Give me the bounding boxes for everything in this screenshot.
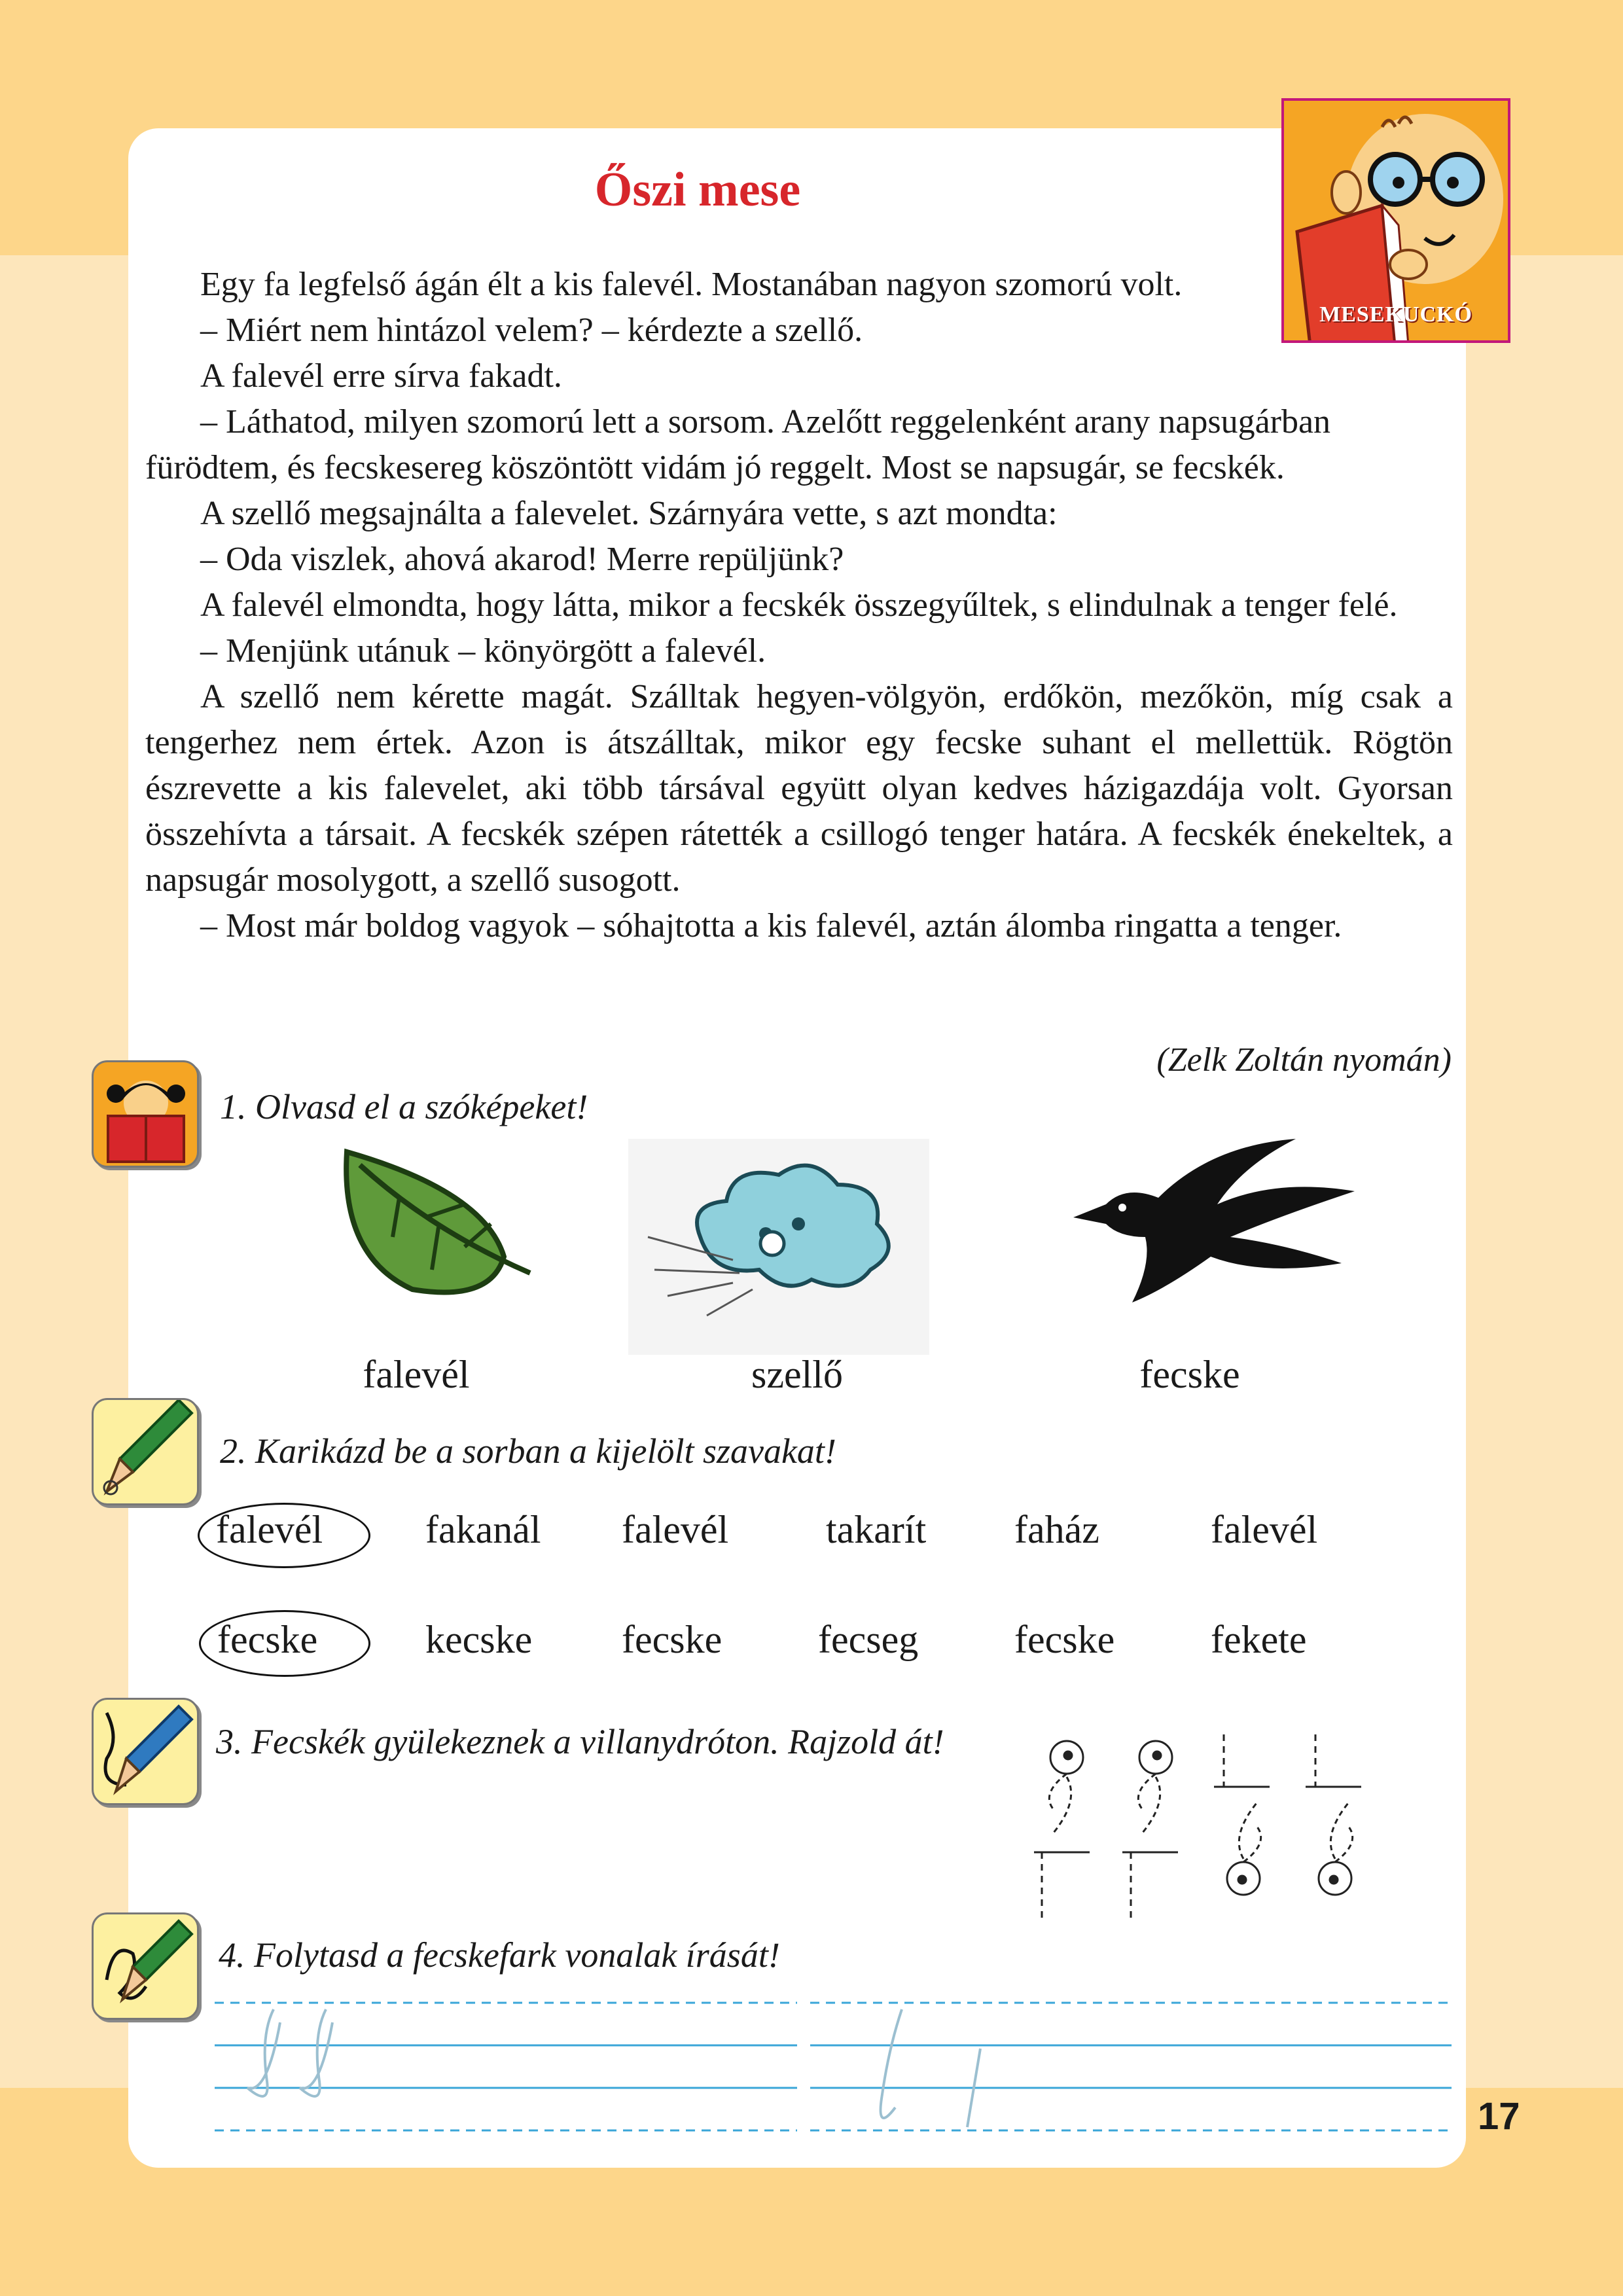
word-option[interactable]: fakanál [425,1508,541,1551]
wind-cloud-icon [628,1139,929,1355]
writing-practice-lines[interactable] [208,1996,1465,2140]
reading-girl-icon [92,1060,199,1168]
page-title: Őszi mese [594,163,801,217]
word-option[interactable]: fecske [1014,1618,1115,1661]
task2-text: 2. Karikázd be a sorban a kijelölt szavakat! [220,1431,836,1471]
story-paragraph: – Miért nem hintázol velem? – kérdezte a szellő. [200,312,863,349]
writing-pencil-icon [92,1912,199,2020]
swallow-icon [1067,1126,1368,1309]
word-option[interactable]: takarít [826,1508,927,1551]
story-text [145,262,1453,949]
drawing-pencil-icon [92,1698,199,1805]
leaf-icon [334,1139,537,1302]
word-option[interactable]: falevél [622,1508,729,1551]
task4-text: 4. Folytasd a fecskefark vonalak írását! [219,1935,780,1975]
word-option[interactable]: fekete [1211,1618,1307,1661]
story-paragraph: – Most már boldog vagyok – sóhajtotta a kis falevél, aztán álomba ringatta a tenger. [200,907,1342,944]
task3-text: 3. Fecskék gyülekeznek a villanydróton. Rajzold át! [216,1722,944,1761]
word-option[interactable]: fecske [217,1618,318,1661]
word-option[interactable]: fecseg [818,1618,919,1661]
story-paragraph: – Láthatod, milyen szomorú lett a sorsom. Azelőtt reggelenként arany napsugárban fürödtem, és fecskesereg köszöntött vidám jó reggelt. Most se napsugár, se fecskék. [145,403,1331,486]
story-paragraph: A falevél erre sírva fakadt. [200,357,562,395]
story-paragraph: – Oda viszlek, ahová akarod! Merre repüljünk? [200,541,844,578]
picture-label: fecske [1139,1353,1240,1396]
story-paragraph: Egy fa legfelső ágán élt a kis falevél. Mostanában nagyon szomorú volt. [200,266,1183,303]
task1-text: 1. Olvasd el a szóképeket! [220,1087,588,1126]
story-paragraph: A falevél elmondta, hogy látta, mikor a fecskék összegyűltek, s elindulnak a tenger felé. [200,586,1398,624]
picture-label: szellő [751,1353,843,1396]
picture-label: falevél [363,1353,470,1396]
word-option[interactable]: falevél [1211,1508,1318,1551]
word-option[interactable]: faház [1014,1508,1099,1551]
pencil-icon [92,1398,199,1505]
page-number: 17 [1478,2095,1520,2138]
word-option[interactable]: kecske [425,1618,533,1661]
word-option[interactable]: falevél [216,1508,323,1551]
story-paragraph: – Menjünk utánuk – könyörgött a falevél. [200,632,766,670]
story-paragraph: A szellő megsajnálta a falevelet. Szárnyára vette, s azt mondta: [200,495,1058,532]
story-paragraph: A szellő nem kérette magát. Szálltak hegyen-völgyön, erdőkön, mezőkön, míg csak a tengerhez nem értek. Azon is átszálltak, mikor egy fecske suhant el mellettük. Rögtön észrevette a kis falevelet, aki több társával együtt olyan kedves házigazdája volt. Gyorsan összehívta a társait. A fecskék szépen rátették a csillogó tenger határa. A fecskék énekeltek, a napsugár mosolygott, a szellő susogott. [145,678,1453,899]
word-option[interactable]: fecske [622,1618,722,1661]
badge-label: MESEKUCKÓ [1319,302,1472,327]
swallows-on-wire-tracing[interactable] [1027,1728,1381,1924]
story-author: (Zelk Zoltán nyomán) [1156,1041,1452,1079]
